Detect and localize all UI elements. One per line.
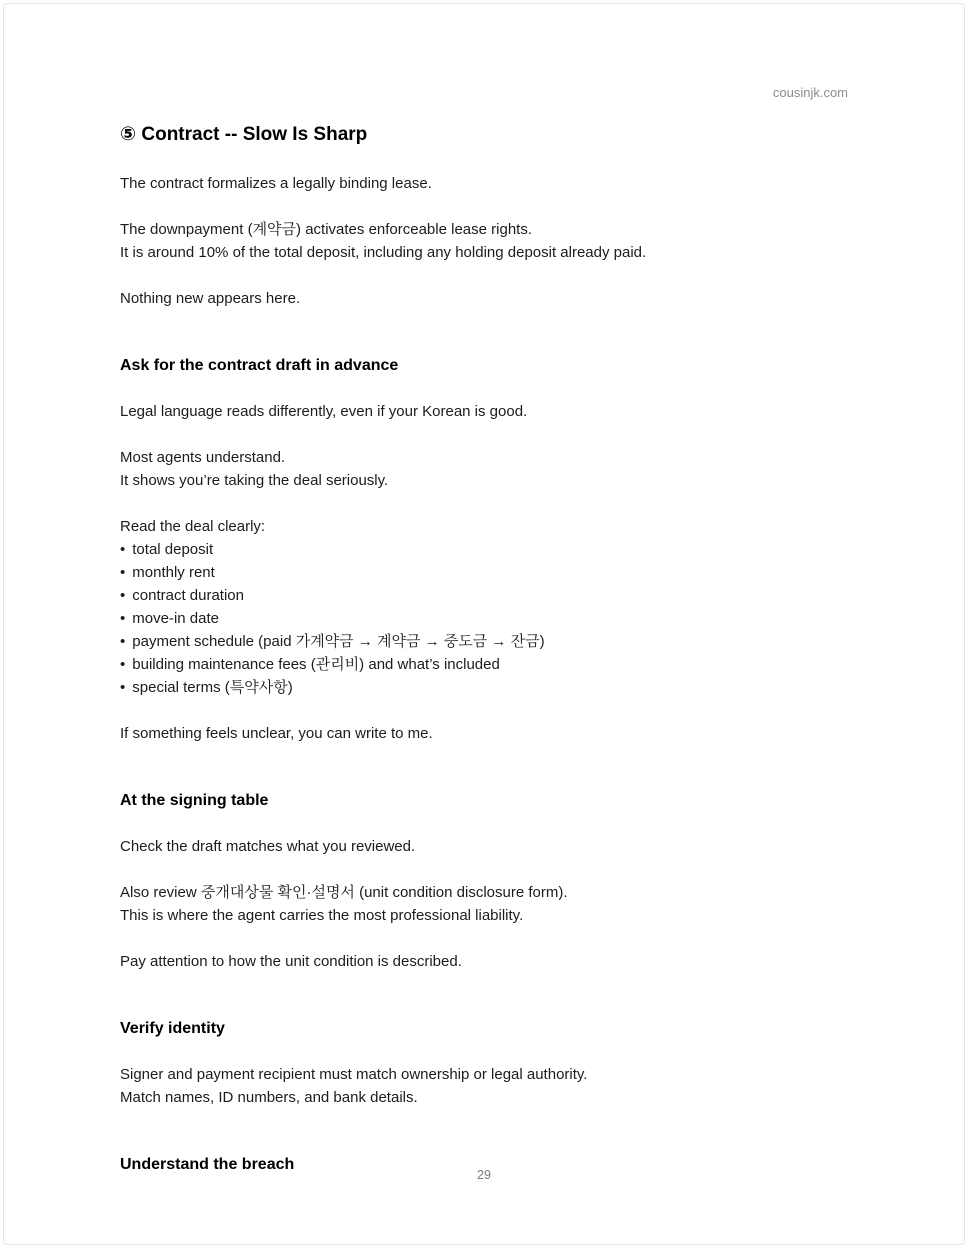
list-intro: Read the deal clearly:	[120, 518, 266, 535]
paragraph-identity-1	[120, 1063, 848, 1109]
bullet-text: payment schedule (paid 가계약금 → 계약금 → 중도금 → 잔금)	[132, 633, 545, 650]
text-line: Check the draft matches what you reviewed.	[120, 838, 416, 855]
bullet-item	[120, 607, 848, 630]
bullet-item	[120, 653, 848, 676]
bullet-marker: •	[120, 679, 126, 696]
text-line: Nothing new appears here.	[120, 290, 301, 307]
text-line: The contract formalizes a legally binding lease.	[120, 175, 432, 192]
bullet-marker: •	[120, 564, 126, 581]
text-line: Pay attention to how the unit condition is described.	[120, 953, 462, 970]
text-line: This is where the agent carries the most professional liability.	[120, 907, 524, 924]
bullet-text: contract duration	[132, 587, 244, 604]
bullet-text: building maintenance fees (관리비) and what’s included	[132, 656, 500, 673]
bullet-text: move-in date	[132, 610, 219, 627]
section-heading-signing: At the signing table	[120, 792, 269, 809]
bullet-marker: •	[120, 587, 126, 604]
text-line: It is around 10% of the total deposit, including any holding deposit already paid.	[120, 244, 647, 261]
bullet-list-deal-terms	[120, 515, 848, 699]
text-line: If something feels unclear, you can write to me.	[120, 725, 433, 742]
page-title: ⑤ Contract -- Slow Is Sharp	[120, 124, 368, 145]
bullet-marker: •	[120, 633, 126, 650]
text-line: Signer and payment recipient must match ownership or legal authority.	[120, 1066, 588, 1083]
bullet-text: special terms (특약사항)	[132, 679, 293, 696]
bullet-marker: •	[120, 541, 126, 558]
paragraph-draft-1	[120, 400, 848, 423]
text-line: The downpayment (계약금) activates enforceable lease rights.	[120, 221, 532, 238]
site-label: cousinjk.com	[772, 85, 848, 100]
bullet-text: total deposit	[132, 541, 214, 558]
paragraph-signing-3	[120, 950, 848, 973]
paragraph-signing-2	[120, 881, 848, 927]
section-heading-identity: Verify identity	[120, 1020, 225, 1037]
bullet-marker: •	[120, 610, 126, 627]
bullet-item	[120, 630, 848, 653]
bullet-marker: •	[120, 656, 126, 673]
bullet-item	[120, 676, 848, 699]
document-page	[3, 3, 965, 1245]
paragraph-intro-3	[120, 287, 848, 310]
text-line: Legal language reads differently, even if your Korean is good.	[120, 403, 528, 420]
page-number: 29	[477, 1168, 491, 1182]
paragraph-draft-3	[120, 722, 848, 745]
bullet-item	[120, 584, 848, 607]
text-line: Match names, ID numbers, and bank details.	[120, 1089, 418, 1106]
paragraph-intro-2	[120, 218, 848, 264]
section-heading-breach: Understand the breach	[120, 1156, 295, 1173]
section-heading-draft: Ask for the contract draft in advance	[120, 357, 399, 374]
text-line: Most agents understand.	[120, 449, 286, 466]
bullet-text: monthly rent	[132, 564, 215, 581]
paragraph-draft-2	[120, 446, 848, 492]
text-line: Also review 중개대상물 확인·설명서 (unit condition disclosure form).	[120, 884, 568, 901]
bullet-item	[120, 538, 848, 561]
paragraph-intro-1	[120, 172, 848, 195]
bullet-item	[120, 561, 848, 584]
paragraph-signing-1	[120, 835, 848, 858]
text-line: It shows you’re taking the deal seriously.	[120, 472, 389, 489]
